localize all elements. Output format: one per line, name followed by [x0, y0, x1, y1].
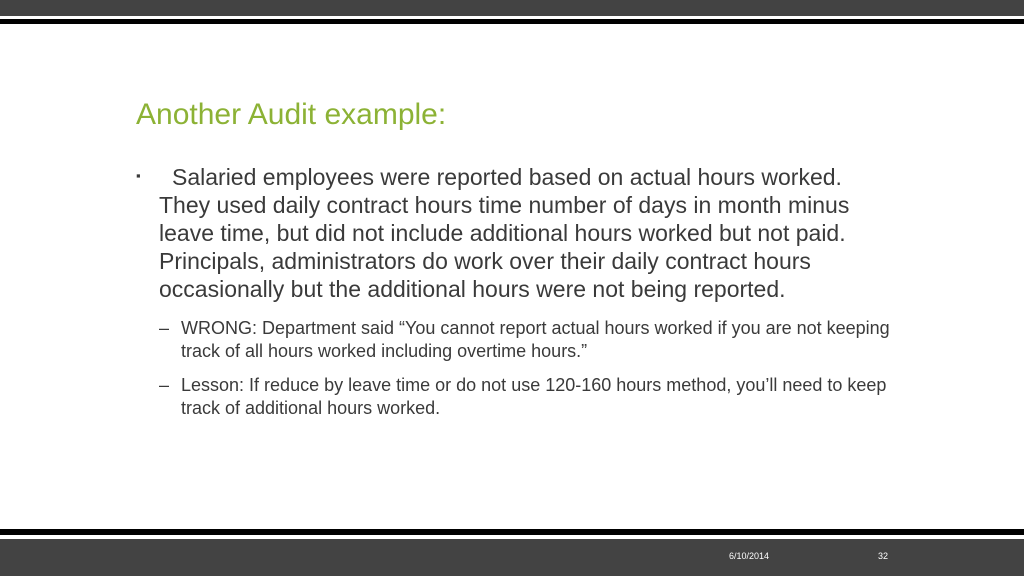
slide-body [136, 163, 896, 420]
sub-bullet-lesson [159, 374, 896, 420]
dash-bullet-icon: – [159, 318, 170, 338]
sub-bullet-text: Lesson: If reduce by leave time or do not use 120-160 hours method, you’ll need to keep track of additional hours worked. [181, 375, 887, 418]
main-bullet [136, 163, 896, 303]
footer-band [0, 539, 1024, 576]
top-divider-line [0, 19, 1024, 24]
footer-date: 6/10/2014 [729, 551, 770, 561]
main-bullet-text: Salaried employees were reported based on actual hours worked. They used daily contract hours time number of days in month minus leave time, but did not include additional hours worked but not paid. Principals, administrators do work over their daily contract hours occasionally but the additional hours were not being reported. [159, 164, 850, 302]
sub-bullet-text: WRONG: Department said “You cannot report actual hours worked if you are not keeping track of all hours worked including overtime hours.” [181, 318, 890, 361]
slide-title: Another Audit example: [136, 98, 447, 131]
bottom-divider-line [0, 529, 1024, 535]
square-bullet-icon: ▪ [136, 168, 141, 183]
dash-bullet-icon: – [159, 375, 170, 395]
top-header-band [0, 0, 1024, 16]
footer-page-number: 32 [878, 551, 889, 561]
sub-bullet-wrong [159, 317, 896, 363]
